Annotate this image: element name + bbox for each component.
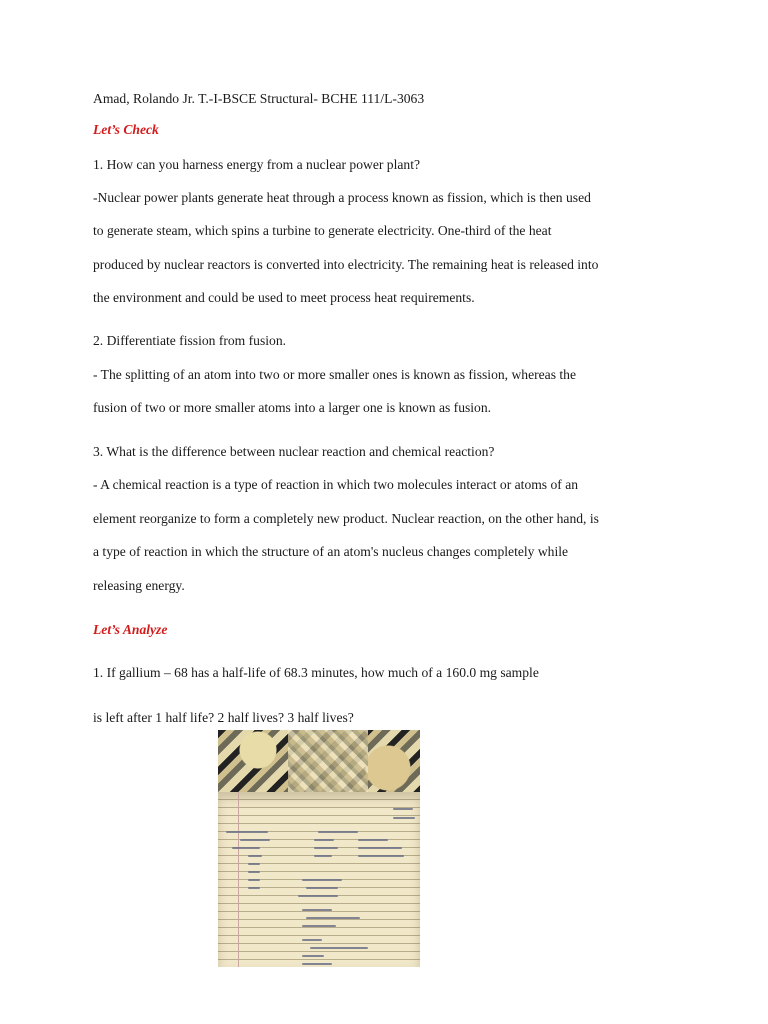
handwriting-mark <box>314 839 334 841</box>
handwriting-mark <box>248 887 260 889</box>
carpet-pattern <box>288 730 368 800</box>
check-answer-1-line: produced by nuclear reactors is converted into electricity. The remaining heat is released into <box>93 257 599 272</box>
handwriting-mark <box>302 925 336 927</box>
handwriting-mark <box>314 847 338 849</box>
handwriting-mark <box>306 887 338 889</box>
handwriting-mark <box>302 909 332 911</box>
check-answer-3-line: element reorganize to form a completely new product. Nuclear reaction, on the other hand, is <box>93 511 599 526</box>
handwriting-mark <box>358 839 388 841</box>
check-question-3: 3. What is the difference between nuclear reaction and chemical reaction? <box>93 444 495 459</box>
check-answer-3-line: releasing energy. <box>93 578 185 593</box>
analyze-question-1-line: 1. If gallium – 68 has a half-life of 68.3 minutes, how much of a 160.0 mg sample <box>93 665 539 680</box>
check-answer-2-line: fusion of two or more smaller atoms into a larger one is known as fusion. <box>93 400 492 415</box>
check-answer-3-line: - A chemical reaction is a type of reaction in which two molecules interact or atoms of an <box>93 477 579 492</box>
lets-check-heading: Let’s Check <box>93 122 159 137</box>
handwriting-mark <box>248 855 262 857</box>
check-answer-1-line: -Nuclear power plants generate heat through a process known as fission, which is then used <box>93 190 591 205</box>
handwriting-mark <box>358 855 404 857</box>
handwriting-mark <box>318 831 358 833</box>
handwriting-mark <box>232 847 260 849</box>
check-question-1: 1. How can you harness energy from a nuclear power plant? <box>93 157 421 172</box>
header-info: Amad, Rolando Jr. T.-I-BSCE Structural- BCHE 111/L-3063 <box>93 91 425 106</box>
handwriting-mark <box>302 955 324 957</box>
handwriting-mark <box>240 839 270 841</box>
check-answer-1-line: to generate steam, which spins a turbine to generate electricity. One-third of the heat <box>93 223 552 238</box>
paper-margin-line <box>238 792 239 967</box>
handwriting-mark <box>302 963 332 965</box>
check-answer-2-line: - The splitting of an atom into two or more smaller ones is known as fission, whereas the <box>93 367 576 382</box>
handwriting-mark <box>248 871 260 873</box>
handwriting-mark <box>298 895 338 897</box>
handwriting-mark <box>314 855 332 857</box>
handwritten-worksheet-photo <box>218 730 420 967</box>
handwriting-mark <box>393 808 413 810</box>
check-answer-1-line: the environment and could be used to meet process heat requirements. <box>93 290 475 305</box>
handwriting-mark <box>306 917 360 919</box>
check-answer-3-line: a type of reaction in which the structure of an atom's nucleus changes completely while <box>93 544 569 559</box>
lets-analyze-heading: Let’s Analyze <box>93 622 168 637</box>
handwriting-mark <box>393 817 415 819</box>
analyze-question-1-line: is left after 1 half life? 2 half lives? 3 half lives? <box>93 710 354 725</box>
handwriting-mark <box>302 879 342 881</box>
check-question-2: 2. Differentiate fission from fusion. <box>93 333 287 348</box>
handwriting-mark <box>248 863 260 865</box>
handwriting-mark <box>302 939 322 941</box>
handwriting-mark <box>358 847 402 849</box>
handwriting-mark <box>226 831 268 833</box>
handwriting-mark <box>248 879 260 881</box>
handwriting-mark <box>310 947 368 949</box>
